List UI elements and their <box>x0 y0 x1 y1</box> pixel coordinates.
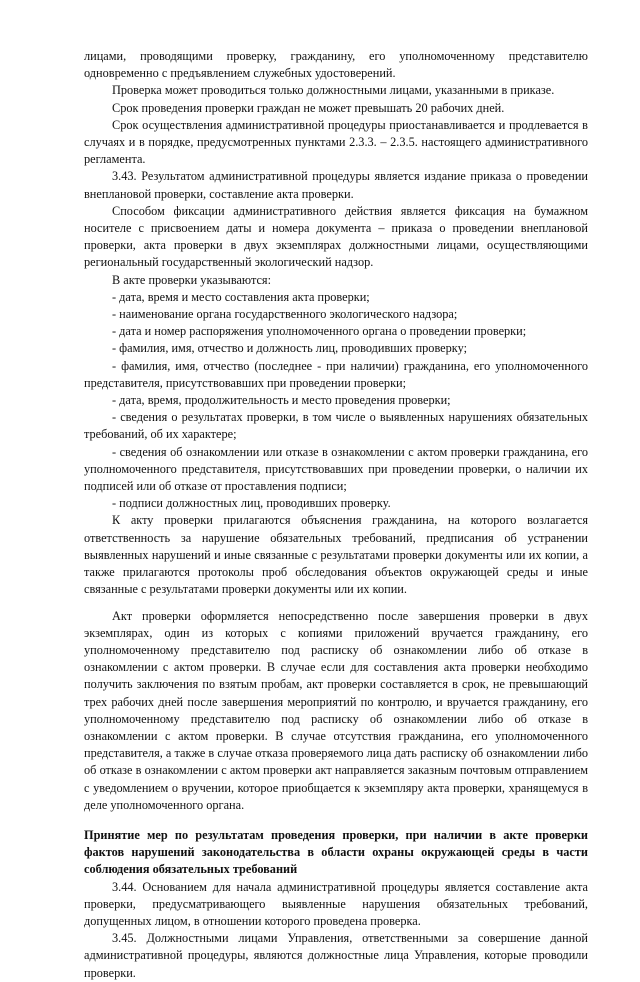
paragraph-343: 3.43. Результатом административной процедуры является издание приказа о проведении внеплановой проверки, составление акта проверки. <box>84 169 588 201</box>
paragraph-act-contents: В акте проверки указываются: <box>112 272 271 287</box>
paragraph-345: 3.45. Должностными лицами Управления, ответственными за совершение данной административной процедуры, являются должностные лица Управления, которые проводили проверки. <box>84 931 588 980</box>
paragraph-inspectors: Проверка может проводиться только должностными лицами, указанными в приказе. <box>112 83 555 98</box>
list-item: - фамилия, имя, отчество (последнее - при наличии) гражданина, его уполномоченного представителя, присутствовавших при проведении проверки; <box>84 358 588 390</box>
document-page <box>84 48 588 982</box>
list-item: - сведения об ознакомлении или отказе в ознакомлении с актом проверки гражданина, его уполномоченного представителя, присутствовавших при проведении проверки, о наличии их подписей или об отказе от проставления подписи; <box>84 444 588 494</box>
paragraph-suspension: Срок осуществления административной процедуры приостанавливается и продлевается в случаях и в порядке, предусмотренных пунктами 2.3.3. – 2.3.5. настоящего административного регламента. <box>84 117 588 167</box>
paragraph-duration: Срок проведения проверки граждан не может превышать 20 рабочих дней. <box>112 100 505 115</box>
paragraph-act-execution: Акт проверки оформляется непосредственно после завершения проверки в двух экземплярах, один из которых с копиями приложений вручается гражданину, его уполномоченному представителю под расписку об ознакомлении либо об отказе в ознакомлении с актом проверки. В случае если для составления акта проверки необходимо получить заключения по взятым пробам, акт проверки составляется в срок, не превышающий трех рабочих дней после завершения мероприятий по контролю, и вручается гражданину, его уполномоченному представителю под расписку об ознакомлении либо об отказе в ознакомлении с актом проверки. В случае отсутствия гражданина, его уполномоченного представителя, а также в случае отказа проверяемого лица дать расписку об ознакомлении либо об отказе в ознакомлении с актом проверки акт направляется заказным почтовым отправлением с уведомлением о вручении, которое приобщается к экземпляру акта проверки, хранящемуся в деле уполномоченного органа. <box>84 608 588 812</box>
list-item: - дата, время, продолжительность и место проведения проверки; <box>112 393 451 408</box>
section-heading: Принятие мер по результатам проведения проверки, при наличии в акте проверки фактов нарушений законодательства в области охраны окружающей среды в части соблюдения обязательных требований <box>84 827 588 877</box>
list-item: - фамилия, имя, отчество и должность лиц, проводивших проверку; <box>112 341 467 356</box>
list-item: - подписи должностных лиц, проводивших проверку. <box>112 496 391 511</box>
paragraph-credentials: лицами, проводящими проверку, гражданину, его уполномоченному представителю одновременно с предъявлением служебных удостоверений. <box>84 49 588 81</box>
list-item: - наименование органа государственного экологического надзора; <box>112 307 458 322</box>
paragraph-attachments: К акту проверки прилагаются объяснения гражданина, на которого возлагается ответственность за нарушение обязательных требований, предписания об устранении выявленных нарушений и иные связанные с результатами проверки документы или их копии, а также прилагаются протоколы проб обследования объектов окружающей среды и иные связанные с результатами проверки документы или их копии. <box>84 513 588 597</box>
paragraph-344: 3.44. Основанием для начала административной процедуры является составление акта проверки, предусматривающего выявленные нарушения обязательных требований, допущенных лицом, в отношении которого проведена проверка. <box>84 879 588 928</box>
list-item: - сведения о результатах проверки, в том числе о выявленных нарушениях обязательных требований, об их характере; <box>84 410 588 442</box>
list-item: - дата, время и место составления акта проверки; <box>112 289 370 304</box>
list-item: - дата и номер распоряжения уполномоченного органа о проведении проверки; <box>112 324 527 339</box>
paragraph-fixation: Способом фиксации административного действия является фиксация на бумажном носителе с присвоением даты и номера документа – приказа о проведении внеплановой проверки, акта проверки в двух экземплярах должностными лицами, осуществляющими региональный государственный экологический надзор. <box>84 203 588 270</box>
